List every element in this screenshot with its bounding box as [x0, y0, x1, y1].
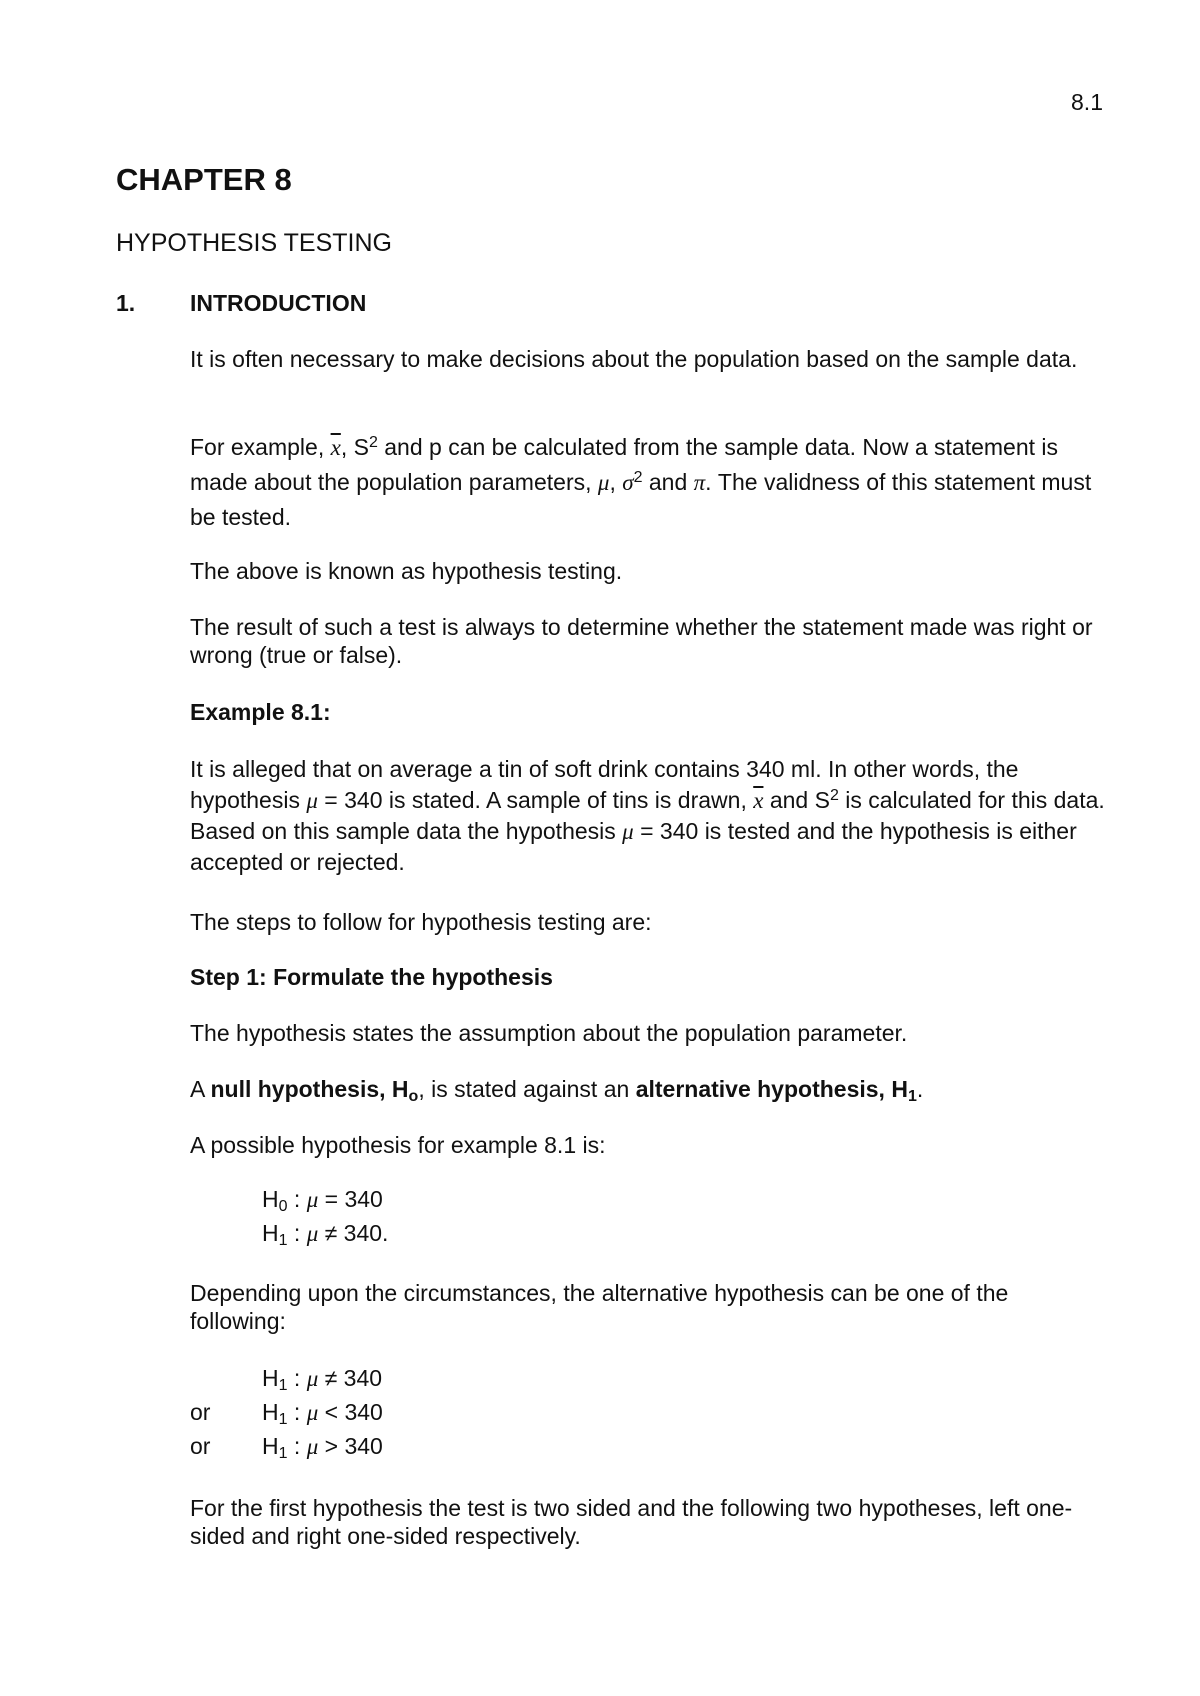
alternative-right-sided: $H_1$ : μ > 340 [262, 1433, 383, 1462]
paragraph-sidedness: For the first hypothesis the test is two sided and the following two hypotheses, left one-sided and right one-sided respectively. [190, 1495, 1073, 1549]
hypothesis-alternative: $H_1$ : μ ≠ 340. [262, 1220, 389, 1249]
paragraph-result: The result of such a test is always to determine whether the statement made was right or wrong (true or false). [190, 614, 1093, 668]
xbar-symbol: $\overline{x}$ [330, 435, 341, 460]
pi-symbol: π [693, 470, 706, 495]
chapter-title: HYPOTHESIS TESTING [116, 229, 392, 257]
mu-symbol: μ [597, 470, 610, 495]
section-number: 1. [116, 290, 136, 316]
paragraph-intro: It is often necessary to make decisions about the population based on the sample data. [190, 346, 1078, 372]
sigma-symbol: σ [622, 470, 634, 495]
chapter-heading: CHAPTER 8 [116, 162, 292, 197]
step-1-heading: Step 1: Formulate the hypothesis [190, 964, 553, 990]
page-number: 8.1 [1071, 89, 1103, 115]
alternative-two-sided: $H_1$ : μ ≠ 340 [262, 1365, 383, 1394]
paragraph-circumstances: Depending upon the circumstances, the alternative hypothesis can be one of the following: [190, 1280, 1009, 1334]
paragraph-hypothesis-testing: The above is known as hypothesis testing. [190, 558, 623, 584]
section-title: INTRODUCTION [190, 290, 367, 316]
paragraph-possible-hypothesis: A possible hypothesis for example 8.1 is: [190, 1132, 606, 1158]
alternative-left-sided: $H_1$ : μ < 340 [262, 1399, 383, 1428]
hypothesis-null: $H_0$ : μ = 340 [262, 1186, 383, 1215]
paragraph-assumption: The hypothesis states the assumption about the population parameter. [190, 1020, 908, 1046]
example-heading: Example 8.1: [190, 699, 331, 725]
or-label: or [190, 1399, 211, 1425]
or-label: or [190, 1433, 211, 1459]
paragraph-example: It is alleged that on average a tin of soft drink contains 340 ml. In other words, the hypothesis μ = 340 is stated. A sample of tins is drawn, $\overline{x}$ and $S^2$ is calculated for this data. Based on this sample data the hypothesis μ = 340 is tested and the hypothesis is either accepted or rejected. [190, 756, 1105, 875]
paragraph-null-hypothesis: A null hypothesis, $H_o$, is stated against an alternative hypothesis, $H_1$. [190, 1076, 924, 1105]
paragraph-steps: The steps to follow for hypothesis testing are: [190, 909, 652, 935]
paragraph-statistics: For example, $\overline{x}$, $S^2$ and p can be calculated from the sample data. Now a statement is made about the population parameters, μ, $\sigma^2$ and π. The validness of this statement must be tested. [190, 434, 1092, 530]
